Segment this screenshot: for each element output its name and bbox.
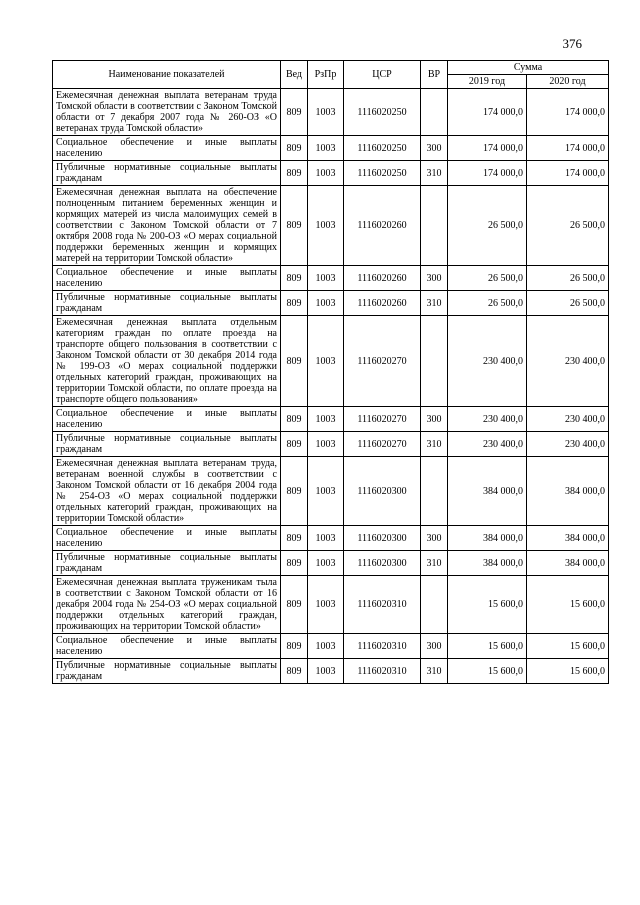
row-sum-2020-cell: 230 400,0 — [527, 407, 609, 432]
header-rzpr: РзПр — [308, 61, 344, 89]
row-rzpr-cell: 1003 — [308, 161, 344, 186]
row-sum-2020-cell: 384 000,0 — [527, 457, 609, 526]
row-name-cell: Публичные нормативные социальные выплаты гражданам — [53, 659, 281, 684]
row-csr-cell: 1116020250 — [344, 89, 421, 136]
row-vr-cell: 310 — [421, 432, 448, 457]
row-vr-cell: 300 — [421, 266, 448, 291]
row-name-cell: Ежемесячная денежная выплата отдельным категориям граждан по оплате проезда на транспорте общего пользования в соответствии с Законом Томской области от 30 декабря 2014 года № 199-ОЗ «О мерах социальной поддержки отдельных категорий граждан, проживающих на территории Томской области, по оплате проезда на транспорте общего пользования» — [53, 316, 281, 407]
row-name-cell: Ежемесячная денежная выплата труженикам тыла в соответствии с Законом Томской области от 16 декабря 2004 года № 254-ОЗ «О мерах социальной поддержки отдельных категорий граждан, проживающих на территории Томской области» — [53, 576, 281, 634]
row-ved-cell: 809 — [281, 634, 308, 659]
row-rzpr-cell: 1003 — [308, 136, 344, 161]
row-vr-cell — [421, 576, 448, 634]
row-vr-cell — [421, 186, 448, 266]
table-row — [53, 457, 609, 526]
row-rzpr-cell: 1003 — [308, 407, 344, 432]
row-sum-2020-cell: 15 600,0 — [527, 634, 609, 659]
row-rzpr-cell: 1003 — [308, 576, 344, 634]
row-csr-cell: 1116020300 — [344, 457, 421, 526]
row-csr-cell: 1116020260 — [344, 291, 421, 316]
row-sum-2019-cell: 230 400,0 — [448, 407, 527, 432]
table-header — [53, 61, 609, 89]
header-year-2019: 2019 год — [448, 75, 527, 89]
row-csr-cell: 1116020260 — [344, 186, 421, 266]
row-sum-2020-cell: 26 500,0 — [527, 186, 609, 266]
row-vr-cell: 310 — [421, 291, 448, 316]
row-name-cell: Публичные нормативные социальные выплаты гражданам — [53, 551, 281, 576]
row-csr-cell: 1116020270 — [344, 432, 421, 457]
row-rzpr-cell: 1003 — [308, 551, 344, 576]
row-ved-cell: 809 — [281, 457, 308, 526]
row-vr-cell: 300 — [421, 136, 448, 161]
row-sum-2019-cell: 384 000,0 — [448, 457, 527, 526]
row-sum-2019-cell: 26 500,0 — [448, 291, 527, 316]
row-csr-cell: 1116020270 — [344, 407, 421, 432]
table-row — [53, 291, 609, 316]
row-name-cell: Социальное обеспечение и иные выплаты населению — [53, 266, 281, 291]
row-sum-2020-cell: 15 600,0 — [527, 576, 609, 634]
table-row — [53, 659, 609, 684]
table-body — [53, 89, 609, 684]
row-csr-cell: 1116020250 — [344, 136, 421, 161]
row-vr-cell — [421, 316, 448, 407]
row-ved-cell: 809 — [281, 186, 308, 266]
row-ved-cell: 809 — [281, 291, 308, 316]
row-sum-2019-cell: 230 400,0 — [448, 432, 527, 457]
row-sum-2020-cell: 174 000,0 — [527, 136, 609, 161]
row-rzpr-cell: 1003 — [308, 659, 344, 684]
row-sum-2020-cell: 384 000,0 — [527, 551, 609, 576]
row-name-cell: Ежемесячная денежная выплата ветеранам труда, ветеранам военной службы в соответствии с Законом Томской области от 16 декабря 2004 года № 254-ОЗ «О мерах социальной поддержки отдельных категорий граждан, проживающих на территории Томской области» — [53, 457, 281, 526]
row-ved-cell: 809 — [281, 551, 308, 576]
row-sum-2019-cell: 230 400,0 — [448, 316, 527, 407]
row-sum-2019-cell: 26 500,0 — [448, 266, 527, 291]
row-ved-cell: 809 — [281, 407, 308, 432]
row-ved-cell: 809 — [281, 659, 308, 684]
row-vr-cell: 310 — [421, 551, 448, 576]
row-ved-cell: 809 — [281, 526, 308, 551]
table-row — [53, 432, 609, 457]
row-sum-2020-cell: 230 400,0 — [527, 432, 609, 457]
row-sum-2019-cell: 26 500,0 — [448, 186, 527, 266]
row-sum-2019-cell: 384 000,0 — [448, 526, 527, 551]
row-vr-cell — [421, 457, 448, 526]
row-csr-cell: 1116020300 — [344, 526, 421, 551]
header-name: Наименование показателей — [53, 61, 281, 89]
row-ved-cell: 809 — [281, 136, 308, 161]
row-rzpr-cell: 1003 — [308, 186, 344, 266]
header-sum: Сумма — [448, 61, 609, 75]
row-name-cell: Социальное обеспечение и иные выплаты населению — [53, 136, 281, 161]
row-vr-cell: 300 — [421, 634, 448, 659]
header-csr: ЦСР — [344, 61, 421, 89]
row-name-cell: Социальное обеспечение и иные выплаты населению — [53, 634, 281, 659]
row-sum-2020-cell: 15 600,0 — [527, 659, 609, 684]
table-row — [53, 266, 609, 291]
row-sum-2020-cell: 384 000,0 — [527, 526, 609, 551]
table-row — [53, 634, 609, 659]
row-sum-2019-cell: 174 000,0 — [448, 161, 527, 186]
row-csr-cell: 1116020270 — [344, 316, 421, 407]
row-vr-cell: 310 — [421, 659, 448, 684]
row-ved-cell: 809 — [281, 266, 308, 291]
row-name-cell: Публичные нормативные социальные выплаты гражданам — [53, 291, 281, 316]
row-csr-cell: 1116020310 — [344, 634, 421, 659]
page-number: 376 — [562, 36, 582, 51]
header-ved: Вед — [281, 61, 308, 89]
row-sum-2019-cell: 15 600,0 — [448, 576, 527, 634]
row-ved-cell: 809 — [281, 89, 308, 136]
row-name-cell: Ежемесячная денежная выплата на обеспечение полноценным питанием беременных женщин и кормящих матерей из числа малоимущих семей в соответствии с Законом Томской области от 7 октября 2008 года № 200-ОЗ «О мерах социальной поддержки беременных женщин и кормящих матерей на территории Томской области» — [53, 186, 281, 266]
row-name-cell: Публичные нормативные социальные выплаты гражданам — [53, 432, 281, 457]
table-row — [53, 316, 609, 407]
row-sum-2019-cell: 384 000,0 — [448, 551, 527, 576]
row-ved-cell: 809 — [281, 576, 308, 634]
table-row — [53, 136, 609, 161]
row-rzpr-cell: 1003 — [308, 291, 344, 316]
row-sum-2019-cell: 15 600,0 — [448, 659, 527, 684]
row-name-cell: Социальное обеспечение и иные выплаты населению — [53, 526, 281, 551]
row-csr-cell: 1116020310 — [344, 576, 421, 634]
header-vr: ВР — [421, 61, 448, 89]
row-name-cell: Публичные нормативные социальные выплаты гражданам — [53, 161, 281, 186]
row-rzpr-cell: 1003 — [308, 634, 344, 659]
row-sum-2020-cell: 174 000,0 — [527, 89, 609, 136]
row-rzpr-cell: 1003 — [308, 432, 344, 457]
row-sum-2019-cell: 174 000,0 — [448, 89, 527, 136]
row-vr-cell: 300 — [421, 526, 448, 551]
row-csr-cell: 1116020250 — [344, 161, 421, 186]
table-row — [53, 576, 609, 634]
row-sum-2020-cell: 174 000,0 — [527, 161, 609, 186]
header-year-2020: 2020 год — [527, 75, 609, 89]
row-vr-cell: 310 — [421, 161, 448, 186]
table-row — [53, 407, 609, 432]
row-name-cell: Социальное обеспечение и иные выплаты населению — [53, 407, 281, 432]
row-csr-cell: 1116020300 — [344, 551, 421, 576]
table-row — [53, 551, 609, 576]
table-row — [53, 161, 609, 186]
row-name-cell: Ежемесячная денежная выплата ветеранам труда Томской области в соответствии с Законом Томской области от 7 декабря 2007 года № 260-ОЗ «О ветеранах труда Томской области» — [53, 89, 281, 136]
row-sum-2020-cell: 26 500,0 — [527, 266, 609, 291]
row-sum-2020-cell: 26 500,0 — [527, 291, 609, 316]
row-sum-2019-cell: 15 600,0 — [448, 634, 527, 659]
row-vr-cell: 300 — [421, 407, 448, 432]
row-sum-2020-cell: 230 400,0 — [527, 316, 609, 407]
row-csr-cell: 1116020260 — [344, 266, 421, 291]
budget-table — [52, 60, 609, 684]
row-rzpr-cell: 1003 — [308, 316, 344, 407]
table-row — [53, 526, 609, 551]
row-csr-cell: 1116020310 — [344, 659, 421, 684]
row-ved-cell: 809 — [281, 161, 308, 186]
row-ved-cell: 809 — [281, 432, 308, 457]
row-rzpr-cell: 1003 — [308, 89, 344, 136]
row-ved-cell: 809 — [281, 316, 308, 407]
table-row — [53, 89, 609, 136]
row-vr-cell — [421, 89, 448, 136]
row-rzpr-cell: 1003 — [308, 266, 344, 291]
row-sum-2019-cell: 174 000,0 — [448, 136, 527, 161]
row-rzpr-cell: 1003 — [308, 526, 344, 551]
row-rzpr-cell: 1003 — [308, 457, 344, 526]
table-row — [53, 186, 609, 266]
